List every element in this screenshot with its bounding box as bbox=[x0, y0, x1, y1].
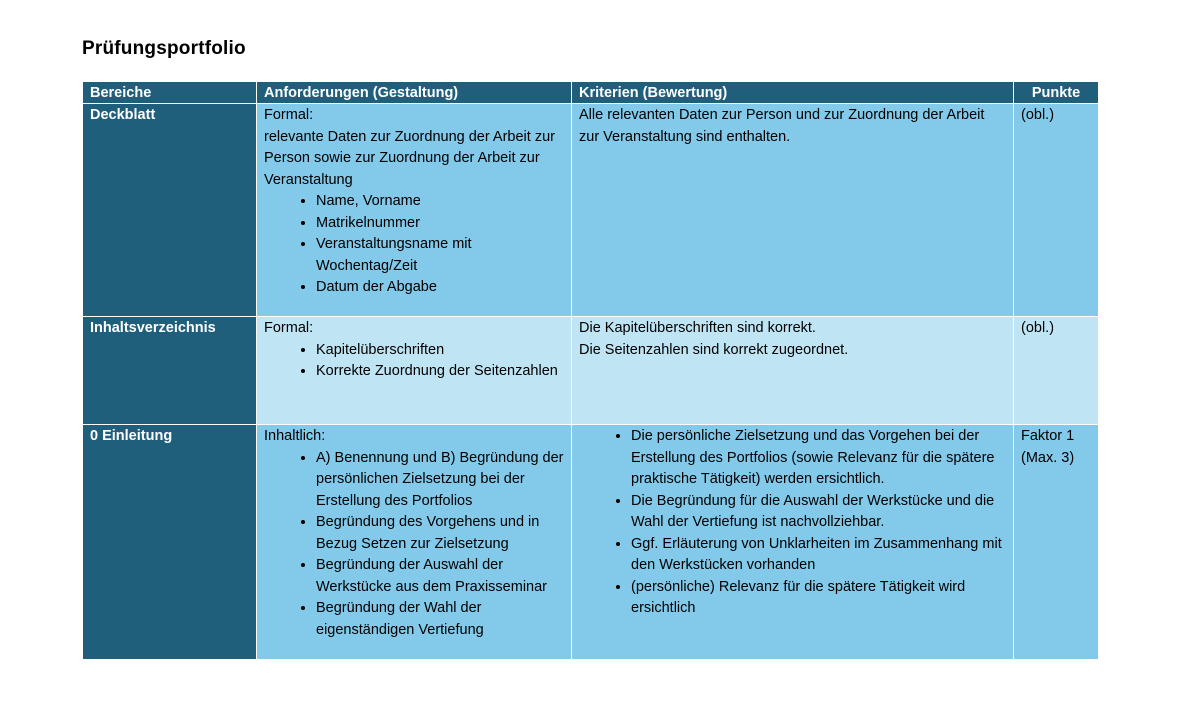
requirements-list bbox=[264, 191, 564, 299]
header-area: Bereiche bbox=[83, 82, 257, 104]
list-item: • Die persönliche Zielsetzung und das Vorgehen bei der Erstellung des Portfolios (sowie Relevanz für die spätere praktische Tätigkeit) werden ersichtlich. bbox=[631, 426, 1006, 491]
list-item: • Korrekte Zuordnung der Seitenzahlen bbox=[316, 361, 564, 383]
header-points: Punkte bbox=[1014, 82, 1099, 104]
table-header-row bbox=[83, 82, 1099, 104]
list-item: • Begründung der Wahl der eigenständigen Vertiefung bbox=[316, 598, 564, 641]
area-cell: Deckblatt bbox=[83, 104, 257, 317]
criteria-text: Die Kapitelüberschriften sind korrekt. bbox=[579, 320, 816, 336]
area-cell: 0 Einleitung bbox=[83, 425, 257, 660]
requirements-cell bbox=[257, 317, 572, 425]
list-item: • Begründung des Vorgehens und in Bezug Setzen zur Zielsetzung bbox=[316, 512, 564, 555]
list-item: • Begründung der Auswahl der Werkstücke aus dem Praxisseminar bbox=[316, 555, 564, 598]
list-item: • Veranstaltungsname mit Wochentag/Zeit bbox=[316, 234, 564, 277]
list-item: • Name, Vorname bbox=[316, 191, 564, 213]
page-title: Prüfungsportfolio bbox=[82, 38, 246, 59]
requirements-intro: Inhaltlich: bbox=[264, 428, 326, 444]
area-cell: Inhaltsverzeichnis bbox=[83, 317, 257, 425]
requirements-cell bbox=[257, 425, 572, 660]
criteria-cell bbox=[572, 104, 1014, 317]
list-item: • Ggf. Erläuterung von Unklarheiten im Zusammenhang mit den Werkstücken vorhanden bbox=[631, 534, 1006, 577]
points-cell: (obl.) bbox=[1014, 104, 1099, 317]
header-criteria: Kriterien (Bewertung) bbox=[572, 82, 1014, 104]
criteria-text: Die Seitenzahlen sind korrekt zugeordnet. bbox=[579, 341, 849, 358]
portfolio-table bbox=[82, 81, 1099, 660]
header-requirements: Anforderungen (Gestaltung) bbox=[257, 82, 572, 104]
criteria-cell bbox=[572, 317, 1014, 425]
table-row bbox=[83, 317, 1099, 425]
table-row bbox=[83, 104, 1099, 317]
requirements-intro: Formal: bbox=[264, 107, 314, 123]
criteria-text: Alle relevanten Daten zur Person und zur Zuordnung der Arbeit zur Veranstaltung sind enthalten. bbox=[579, 107, 985, 145]
table-row bbox=[83, 425, 1099, 660]
points-max: (Max. 3) bbox=[1021, 449, 1075, 466]
criteria-list bbox=[579, 426, 1006, 620]
requirements-intro: Formal: bbox=[264, 320, 314, 336]
criteria-cell bbox=[572, 425, 1014, 660]
requirements-list bbox=[264, 340, 564, 383]
points-factor: Faktor 1 bbox=[1021, 428, 1075, 444]
requirements-cell bbox=[257, 104, 572, 317]
list-item: • (persönliche) Relevanz für die spätere Tätigkeit wird ersichtlich bbox=[631, 577, 1006, 620]
list-item: • Die Begründung für die Auswahl der Werkstücke und die Wahl der Vertiefung ist nachvollziehbar. bbox=[631, 491, 1006, 534]
requirements-list bbox=[264, 448, 564, 642]
list-item: • Kapitelüberschriften bbox=[316, 340, 564, 362]
list-item: • A) Benennung und B) Begründung der persönlichen Zielsetzung bei der Erstellung des Portfolios bbox=[316, 448, 564, 513]
list-item: • Matrikelnummer bbox=[316, 213, 564, 235]
list-item: • Datum der Abgabe bbox=[316, 277, 564, 299]
points-cell bbox=[1014, 425, 1099, 660]
requirements-text: relevante Daten zur Zuordnung der Arbeit zur Person sowie zur Zuordnung der Arbeit zur Veranstaltung bbox=[264, 128, 555, 188]
points-cell: (obl.) bbox=[1014, 317, 1099, 425]
